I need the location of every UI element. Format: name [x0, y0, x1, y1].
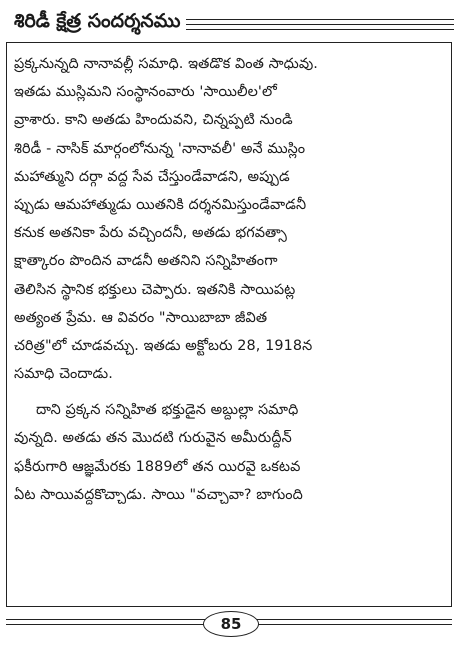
text-line: వ్రాశారు. కాని అతడు హిందువని, చిన్నప్పటి నుండి: [14, 112, 293, 129]
body-text: [14, 50, 444, 509]
page-number: 85: [203, 611, 259, 637]
text-line: చరిత్ర"లో చూడవచ్చు. ఇతడు అక్టోబరు 28, 1918న: [14, 337, 313, 354]
header-title: శిరిడీ క్షేత్ర సందర్శనము: [14, 10, 186, 37]
paragraph-1: [14, 50, 444, 388]
running-header: [14, 8, 454, 38]
text-line: సమాధి చెందాడు.: [14, 366, 113, 383]
text-line: వున్నది. అతడు తన మొదటి గురువైన అమీరుద్దీన్: [14, 430, 292, 447]
text-line: ఏట సాయివద్దకొచ్చాడు. సాయి "వచ్చావా? బాగుంది: [14, 486, 303, 503]
text-line: క్షాత్కారం పొందిన వాడనీ అతనిని సన్నిహితంగా: [14, 253, 278, 270]
text-line: ఇతడు ముస్లిమని సంస్థానంవారు 'సాయిలీల'లో: [14, 84, 277, 101]
text-line: దాని ప్రక్కన సన్నిహిత భక్తుడైన అబ్దుల్లా సమాధి: [36, 402, 299, 419]
text-line: మహాత్ముని దర్గా వద్ద సేవ చేస్తుండేవాడని, అప్పుడ: [14, 168, 290, 185]
text-line: శిరిడీ - నాసిక్ మార్గంలోనున్న 'నానావలీ' అనే ముస్లిం: [14, 140, 306, 157]
text-line: తెలిసిన స్థానిక భక్తులు చెప్పారు. ఇతనికి సాయిపట్ల: [14, 281, 296, 298]
text-line: కనుక అతనికా పేరు వచ్చిందనీ, అతడు భగవత్సా: [14, 225, 287, 242]
paragraph-2: [14, 396, 444, 509]
page-footer: [0, 607, 460, 647]
text-line: ఫకీరుగారి ఆజ్ఞమేరకు 1889లో తన యిరవై ఒకటవ: [14, 458, 301, 475]
text-line: ప్రక్కనున్నది నానావల్లీ సమాధి. ఇతడొక వింత సాధువు.: [14, 56, 318, 72]
text-line: ప్పుడు ఆమహాత్ముడు యితనికి దర్శనమిస్తుండేవాడనీ: [14, 196, 307, 213]
text-line: అత్యంత ప్రేమ. ఆ వివరం "సాయిబాబా జీవిత: [14, 309, 268, 326]
